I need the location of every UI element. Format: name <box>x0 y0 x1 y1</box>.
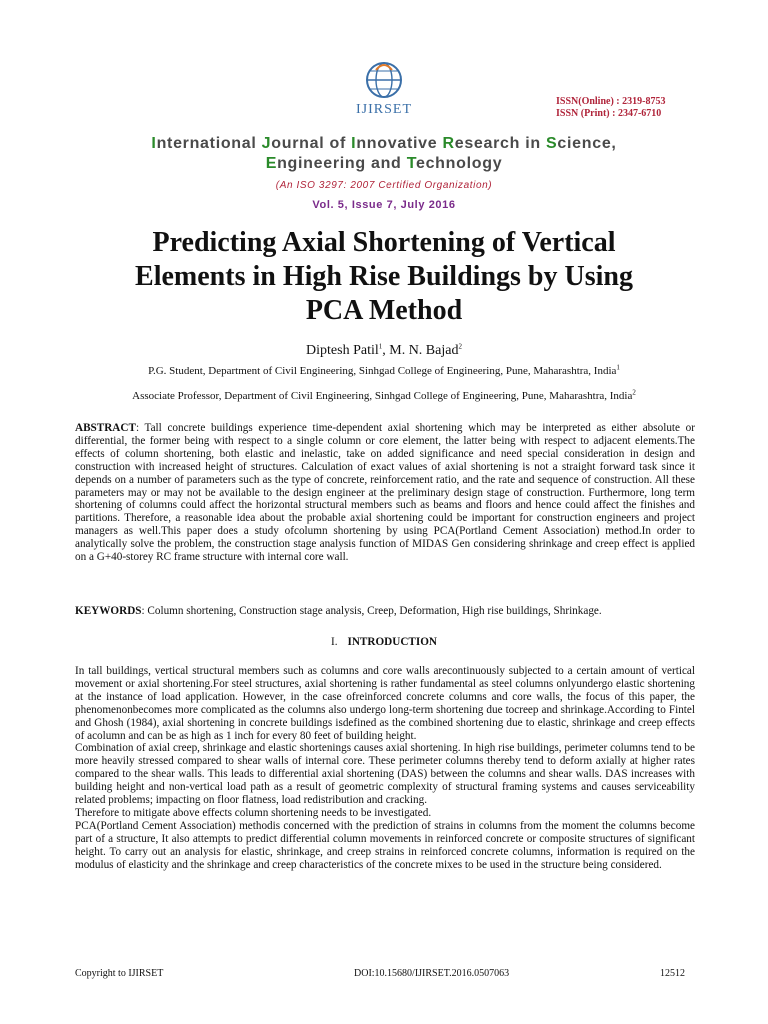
abstract-text: : Tall concrete buildings experience time-dependent axial shortening which may be interpreted as either absolute or differential, the former being with respect to a single column or core element, the latter being with respect to adjacent elements.The effects of column shortening, both elastic and inelastic, take on added significance and need special consideration in design and construction with increased height of structures. Calculation of exact values of axial shortening is not a straight forward task since it depends on a number of parameters such as the type of concrete, reinforcement ratio, and the rate and sequence of construction. All these parameters may or may not be available to the design engineer at the preliminary design stage of construction. Furthermore, long term shortening of columns could affect the horizontal structural members such as beams and floors and hence could affect the finishes and partitions. Therefore, a reasonable idea about the probable axial shortening could be important for construction engineers and project managers as well.This paper does a study ofcolumn shortening by using PCA(Portland Cement Association) method.In order to analytically solve the problem, the construction stage analysis function of MIDAS Gen considering shrinkage and creep effect is applied on a G+40-storey RC frame structure with internal core wall. <box>75 422 695 564</box>
affiliation-mark: 1 <box>616 363 620 372</box>
paragraph: Combination of axial creep, shrinkage and elastic shortenings causes axial shortening. In high rise buildings, perimeter columns tend to be more heavily stressed compared to shear walls of internal core. These perimeter columns thereby tend to deform axially at higher rates compared to the shear walls. This leads to differential axial shortening (DAS) between the columns and shear walls. DAS increases with building height and non-vertical load path as a result of geometric complexity of structural framing systems and causes serviceability related problems; impacting on floor flatness, load redistribution and cracking. <box>75 742 695 807</box>
section-heading <box>0 636 768 648</box>
journal-word: cience, <box>557 135 617 152</box>
certification-line: (An ISO 3297: 2007 Certified Organization) <box>275 180 493 191</box>
section-title: INTRODUCTION <box>347 636 438 648</box>
keywords-label: KEYWORDS <box>75 605 142 617</box>
section-number: I. <box>330 636 338 648</box>
journal-word: echnology <box>415 155 503 172</box>
paragraph: In tall buildings, vertical structural members such as columns and core walls arecontinuously subjected to a certain amount of vertical movement or axial shortening.For steel structures, axial shortening is rather fundamental as steel columns onlyundergo elastic shortening at the instance of load application. However, in the case ofreinforced concrete columns and core walls, the focus of this paper, the phenomenonbecomes more complicated as the columns also undergo long-term shortening due tocreep and shrinkage.According to Fintel and Ghosh (1984), axial shortening in concrete buildings isdefined as the combined shortening due to elastic, shrinkage and creep effects of acolumn and can be as high as 1 inch for every 80 feet of building height. <box>75 665 695 742</box>
abstract-label: ABSTRACT <box>75 422 136 434</box>
journal-word: nnovative <box>356 135 443 152</box>
title-line: Predicting Axial Shortening of Vertical <box>152 227 616 258</box>
footer-copyright: Copyright to IJIRSET <box>75 968 164 979</box>
footer-doi: DOI:10.15680/IJIRSET.2016.0507063 <box>354 968 510 979</box>
issn-block <box>556 96 665 120</box>
journal-word: esearch in <box>454 135 547 152</box>
abstract <box>75 422 695 564</box>
affiliation-2 <box>0 390 768 402</box>
paper-title <box>60 226 708 328</box>
journal-word: ournal of <box>271 135 352 152</box>
journal-initial: J <box>261 135 272 152</box>
affiliation-text: P.G. Student, Department of Civil Engineering, Sinhgad College of Engineering, Pune, Maharashtra, India <box>148 365 617 377</box>
paragraph: Therefore to mitigate above effects column shortening needs to be investigated. <box>75 806 432 819</box>
journal-initial: S <box>546 135 558 152</box>
author-list <box>0 343 768 359</box>
journal-name <box>0 134 768 174</box>
author-separator: , <box>382 343 390 358</box>
author-name: Diptesh Patil <box>306 343 379 358</box>
journal-initial: I <box>351 135 357 152</box>
journal-initial: I <box>151 135 157 152</box>
author-affiliation-mark: 2 <box>458 342 462 351</box>
volume-line: Vol. 5, Issue 7, July 2016 <box>312 199 456 211</box>
logo-text: IJIRSET <box>356 102 412 117</box>
issn-print: ISSN (Print) : 2347-6710 <box>556 108 662 119</box>
journal-initial: R <box>442 135 455 152</box>
issn-online: ISSN(Online) : 2319-8753 <box>556 96 666 107</box>
author-affiliation-mark: 1 <box>378 342 383 351</box>
footer-page-number: 12512 <box>660 968 685 979</box>
affiliation-text: Associate Professor, Department of Civil Engineering, Sinhgad College of Engineering, Pune, Maharashtra, India <box>132 390 633 402</box>
title-line: Elements in High Rise Buildings by Using <box>135 261 633 292</box>
keywords <box>75 605 695 618</box>
journal-initial: E <box>265 155 278 172</box>
globe-icon <box>346 58 422 104</box>
affiliation-1 <box>0 365 768 377</box>
title-line: PCA Method <box>305 295 463 326</box>
paragraph: PCA(Portland Cement Association) methodis concerned with the prediction of strains in columns from the moment the columns become part of a structure, It also attempts to predict differential column movements in reinforced concrete or composite structures of significant height. To carry out an analysis for elastic, shrinkage, and creep strains in reinforced concrete columns, information is required on the modulus of elasticity and the shrinkage and creep characteristics of the concrete mixes to be used in the structure being considered. <box>75 819 695 871</box>
affiliation-mark: 2 <box>632 388 636 397</box>
journal-logo <box>346 58 422 124</box>
journal-word: nternational <box>156 135 262 152</box>
journal-word: ngineering and <box>277 155 407 172</box>
introduction-body <box>75 665 695 872</box>
author-name: M. N. Bajad <box>389 343 459 358</box>
journal-initial: T <box>406 155 416 172</box>
keywords-text: : Column shortening, Construction stage analysis, Creep, Deformation, High rise buildings, Shrinkage. <box>141 605 602 617</box>
